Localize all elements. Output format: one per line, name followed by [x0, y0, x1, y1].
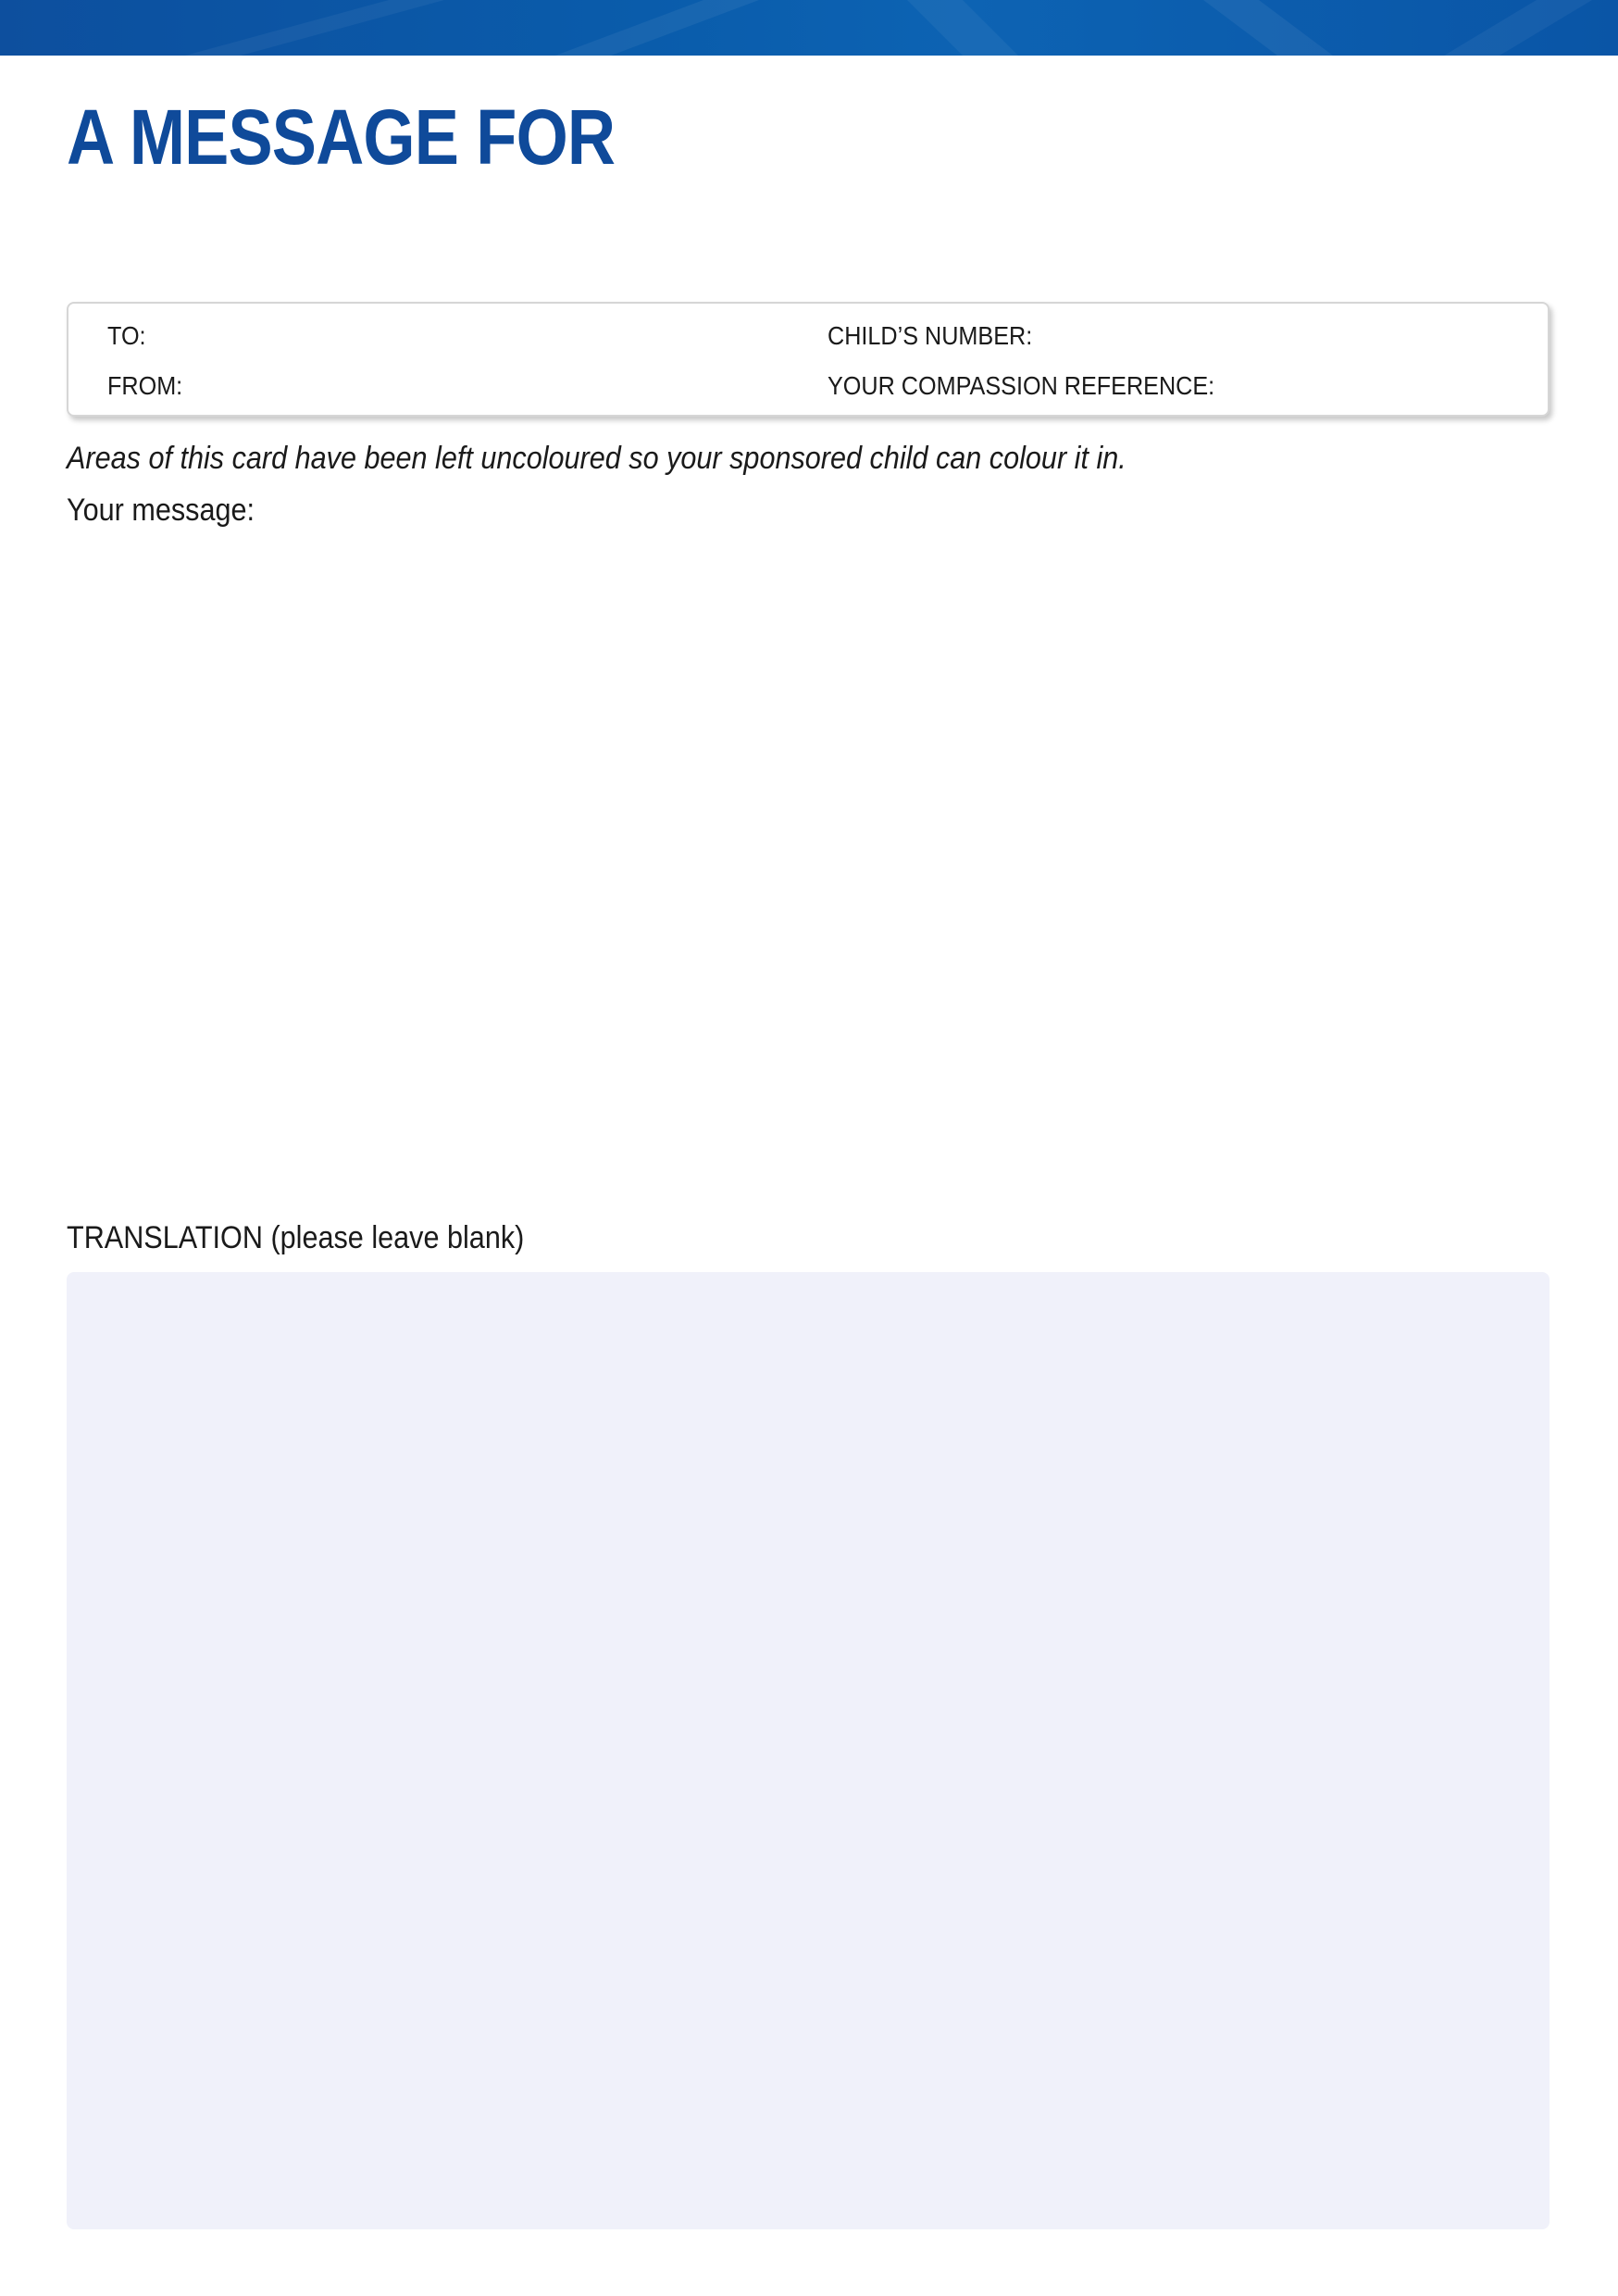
top-banner [0, 0, 1618, 56]
message-label: Your message: [67, 493, 255, 528]
translation-label: TRANSLATION (please leave blank) [67, 1220, 525, 1255]
page-title: A MESSAGE FOR [67, 94, 616, 181]
message-writing-area[interactable] [67, 537, 1550, 1185]
child-number-label: CHILD’S NUMBER: [828, 321, 1033, 350]
address-box [67, 302, 1550, 417]
compassion-reference-label: YOUR COMPASSION REFERENCE: [828, 371, 1215, 400]
colouring-note: Areas of this card have been left uncoloured so your sponsored child can colour it in. [67, 441, 1126, 476]
from-label: FROM: [107, 371, 183, 400]
banner-rays [0, 0, 1618, 56]
translation-area [67, 1272, 1550, 2229]
to-label: TO: [107, 321, 146, 350]
